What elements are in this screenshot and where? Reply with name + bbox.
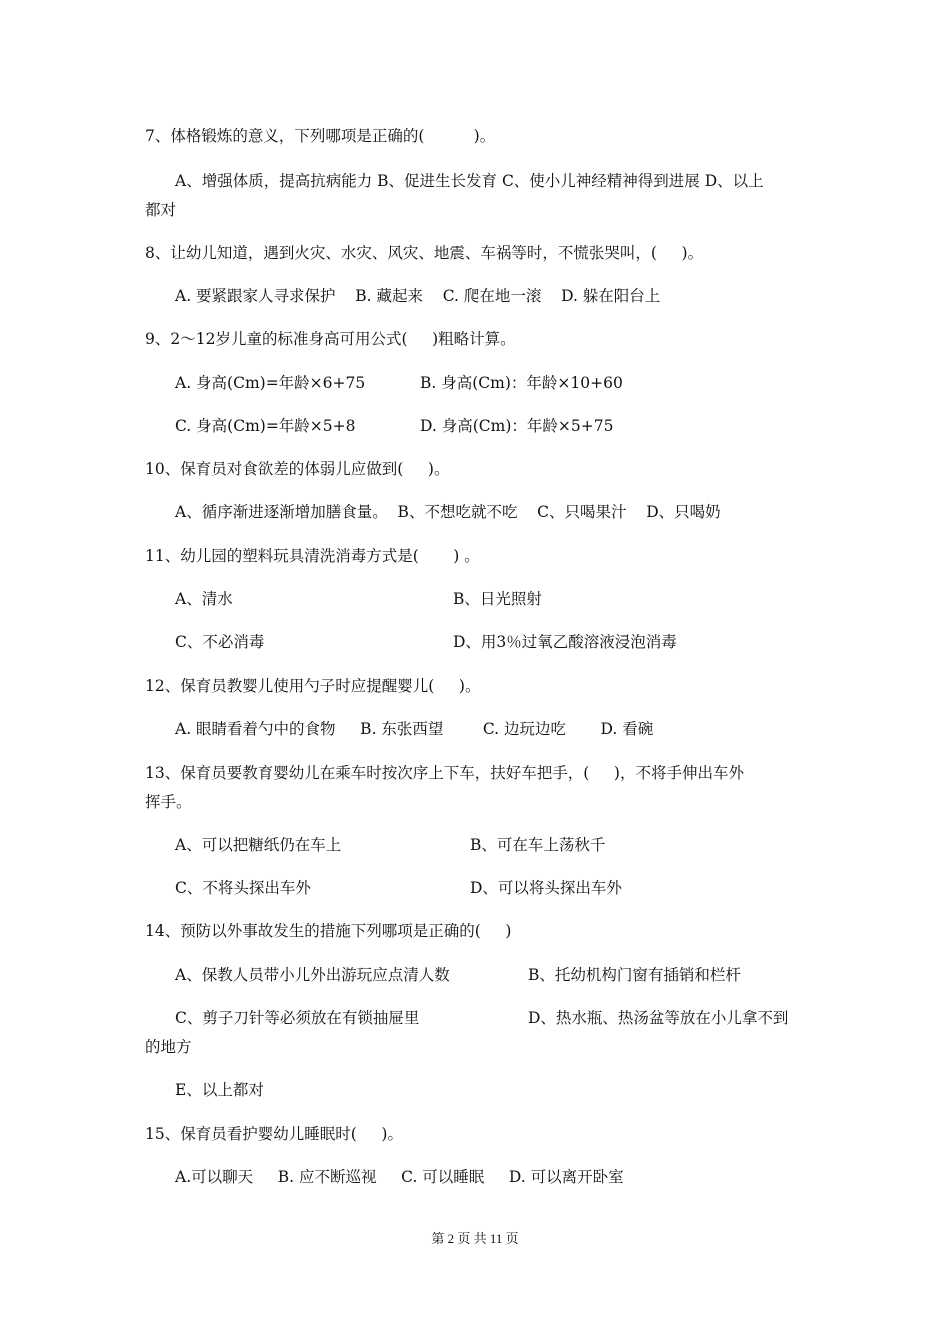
question-11-option-a: A、清水: [175, 590, 233, 608]
question-8-options: A. 要紧跟家人寻求保护 B. 藏起来 C. 爬在地一滚 D. 躲在阳台上: [175, 287, 661, 305]
question-14-option-d-cont: 的地方: [145, 1038, 192, 1056]
question-13-option-c: C、不将头探出车外: [175, 879, 311, 897]
question-14-option-e: E、以上都对: [175, 1081, 264, 1099]
question-14-option-a: A、保教人员带小儿外出游玩应点清人数: [175, 966, 450, 984]
question-7-options: A、增强体质，提高抗病能力 B、促进生长发育 C、使小儿神经精神得到进展 D、以上: [175, 172, 764, 190]
question-8-stem: 8、让幼儿知道，遇到火灾、水灾、风灾、地震、车祸等时，不慌张哭叫，( )。: [145, 244, 704, 262]
question-10-options: A、循序渐进逐渐增加膳食量。 B、不想吃就不吃 C、只喝果汁 D、只喝奶: [175, 503, 721, 521]
question-9-option-b: B. 身高(Cm)：年龄×10+60: [420, 374, 623, 392]
question-14-stem: 14、预防以外事故发生的措施下列哪项是正确的( ): [145, 922, 512, 940]
question-14-option-c: C、剪子刀针等必须放在有锁抽屉里: [175, 1009, 420, 1027]
question-9-option-a: A. 身高(Cm)=年龄×6+75: [175, 374, 366, 392]
question-15-stem: 15、保育员看护婴幼儿睡眠时( )。: [145, 1125, 403, 1143]
question-11-option-b: B、日光照射: [453, 590, 542, 608]
question-14-option-d: D、热水瓶、热汤盆等放在小儿拿不到: [528, 1009, 789, 1027]
question-9-stem: 9、2～12岁儿童的标准身高可用公式( )粗略计算。: [145, 330, 516, 348]
question-15-options: A.可以聊天 B. 应不断巡视 C. 可以睡眠 D. 可以离开卧室: [175, 1168, 624, 1186]
question-13-option-a: A、可以把糖纸仍在车上: [175, 836, 342, 854]
question-13-option-b: B、可在车上荡秋千: [470, 836, 606, 854]
question-13-stem-cont: 挥手。: [145, 793, 192, 811]
question-14-option-b: B、托幼机构门窗有插销和栏杆: [528, 966, 741, 984]
question-12-stem: 12、保育员教婴儿使用勺子时应提醒婴儿( )。: [145, 677, 481, 695]
question-7-stem: 7、体格锻炼的意义，下列哪项是正确的( )。: [145, 127, 496, 145]
question-13-option-d: D、可以将头探出车外: [470, 879, 622, 897]
question-9-option-c: C. 身高(Cm)=年龄×5+8: [175, 417, 356, 435]
question-9-option-d: D. 身高(Cm)：年龄×5+75: [420, 417, 614, 435]
question-10-stem: 10、保育员对食欲差的体弱儿应做到( )。: [145, 460, 450, 478]
question-12-options: A. 眼睛看着勺中的食物 B. 东张西望 C. 边玩边吃 D. 看碗: [175, 720, 654, 738]
question-13-stem: 13、保育员要教育婴幼儿在乘车时按次序上下车，扶好车把手，( )，不将手伸出车外: [145, 764, 744, 782]
page-number: 第 2 页 共 11 页: [431, 1231, 519, 1246]
question-11-option-d: D、用3％过氧乙酸溶液浸泡消毒: [453, 633, 677, 651]
question-11-stem: 11、幼儿园的塑料玩具清洗消毒方式是( ) 。: [145, 547, 480, 565]
question-11-option-c: C、不必消毒: [175, 633, 265, 651]
question-7-options-cont: 都对: [145, 201, 177, 219]
